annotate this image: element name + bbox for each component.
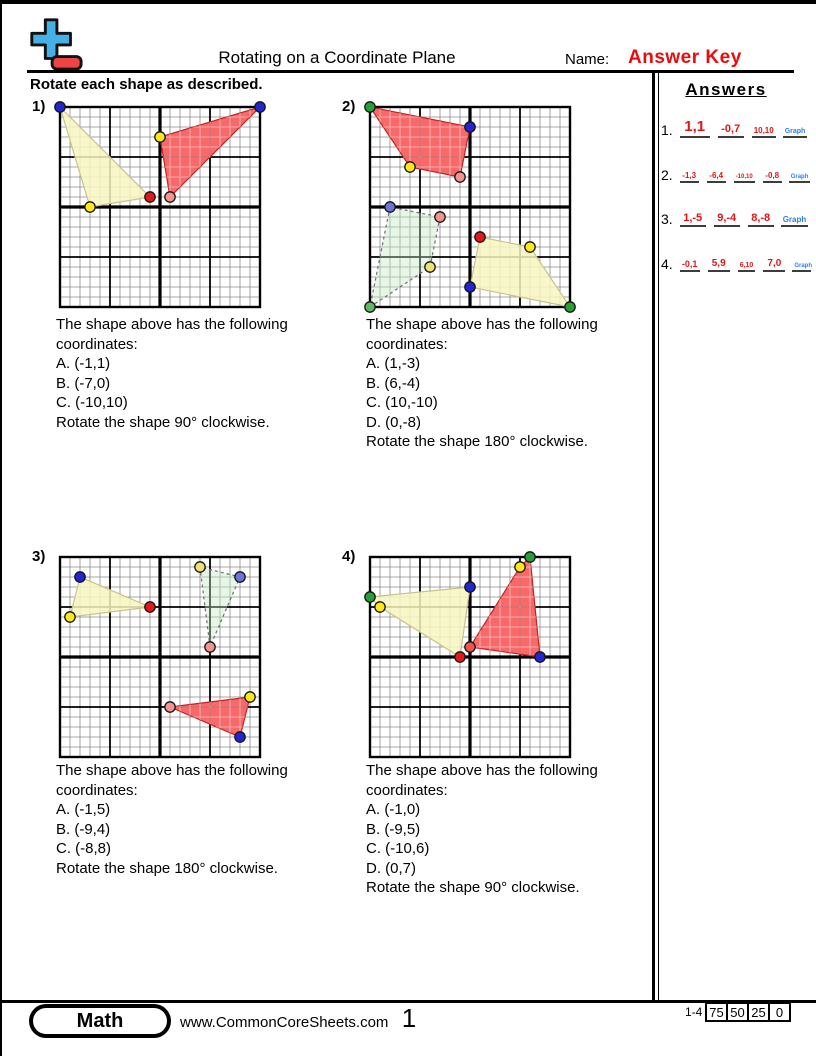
graph-link[interactable]: Graph bbox=[792, 263, 811, 272]
answer-blank: 10,10 bbox=[752, 126, 776, 138]
vertex-dot bbox=[165, 702, 175, 712]
answer-values bbox=[680, 212, 774, 227]
vertex-dot bbox=[235, 572, 245, 582]
vertex-dot bbox=[465, 582, 475, 592]
coordinate-line: C. (-10,10) bbox=[56, 394, 128, 411]
coordinate-line: B. (-9,5) bbox=[366, 820, 421, 838]
rotation-instruction: Rotate the shape 180° clockwise. bbox=[56, 859, 278, 877]
vertex-dot bbox=[455, 172, 465, 182]
answer-row-1 bbox=[661, 118, 811, 138]
problem-1 bbox=[30, 96, 340, 536]
score-box: 75 bbox=[705, 1002, 728, 1022]
vertex-dot bbox=[205, 642, 215, 652]
vertex-dot bbox=[465, 282, 475, 292]
vertex-dot bbox=[255, 102, 265, 112]
coordinate-line: D. (0,-8) bbox=[366, 413, 422, 431]
coordinate-grid-4 bbox=[367, 554, 573, 760]
vertex-dot bbox=[365, 302, 375, 312]
coordinate-line: A. (1,-3) bbox=[366, 355, 421, 372]
vertex-dot bbox=[435, 212, 445, 222]
vertex-dot bbox=[145, 602, 155, 612]
vertex-dot bbox=[235, 732, 245, 742]
vertex-dot bbox=[475, 232, 485, 242]
answers-title: Answers bbox=[685, 80, 767, 99]
answers-separator-line bbox=[652, 71, 655, 1001]
answer-blank: 5,9 bbox=[708, 258, 730, 272]
question-number: 4) bbox=[342, 548, 356, 565]
rotation-instruction: Rotate the shape 180° clockwise. bbox=[366, 433, 588, 450]
vertex-dot bbox=[535, 652, 545, 662]
problem-2 bbox=[340, 96, 650, 536]
commoncoresheets-logo-icon bbox=[26, 14, 84, 72]
answer-row-2 bbox=[661, 167, 811, 183]
answer-blank: 1,-5 bbox=[680, 212, 706, 227]
vertex-dot bbox=[525, 242, 535, 252]
answer-blank: -10,10 bbox=[734, 174, 755, 183]
vertex-dot bbox=[465, 122, 475, 132]
vertex-dot bbox=[155, 132, 165, 142]
vertex-dot bbox=[75, 572, 85, 582]
answer-number: 1. bbox=[661, 122, 673, 138]
vertex-dot bbox=[565, 302, 575, 312]
answer-values bbox=[680, 171, 782, 183]
vertex-dot bbox=[85, 202, 95, 212]
vertex-dot bbox=[65, 612, 75, 622]
coordinate-grid-2 bbox=[367, 104, 573, 310]
vertex-dot bbox=[465, 642, 475, 652]
vertex-dot bbox=[365, 592, 375, 602]
answer-key-value: Answer Key bbox=[628, 47, 742, 68]
vertex-dot bbox=[245, 692, 255, 702]
answer-number: 4. bbox=[661, 256, 673, 272]
vertex-dot bbox=[145, 192, 155, 202]
vertex-dot bbox=[405, 162, 415, 172]
score-box: 25 bbox=[747, 1002, 770, 1022]
answer-blank: 9,-4 bbox=[714, 212, 740, 227]
vertex-dot bbox=[525, 552, 535, 562]
question-number: 2) bbox=[342, 98, 356, 115]
score-box: 50 bbox=[726, 1002, 749, 1022]
coordinate-line: A. (-1,5) bbox=[56, 801, 111, 818]
graph-link[interactable]: Graph bbox=[783, 128, 808, 138]
worksheet-instruction: Rotate each shape as described. bbox=[30, 76, 263, 93]
score-table bbox=[707, 1002, 791, 1022]
answers-separator-line-thin bbox=[658, 71, 659, 1001]
problem-3 bbox=[30, 546, 340, 986]
answer-blank: -0,7 bbox=[718, 123, 744, 138]
vertex-dot bbox=[375, 602, 385, 612]
vertex-dot bbox=[455, 652, 465, 662]
coordinate-line: C. (-8,8) bbox=[56, 840, 112, 857]
vertex-dot bbox=[55, 102, 65, 112]
page-title: Rotating on a Coordinate Plane bbox=[218, 48, 456, 67]
problem-range-label: 1-4 bbox=[685, 1005, 703, 1019]
answer-number: 2. bbox=[661, 167, 673, 183]
rotation-instruction: Rotate the shape 90° clockwise. bbox=[366, 879, 580, 896]
answer-blank: -6,4 bbox=[707, 171, 726, 183]
vertex-dot bbox=[365, 102, 375, 112]
problem-description: The shape above has the following coordinates: bbox=[56, 762, 288, 799]
problem-4 bbox=[340, 546, 650, 986]
header-divider bbox=[27, 70, 794, 73]
coordinate-line: C. (-10,6) bbox=[366, 840, 430, 857]
coordinate-list bbox=[366, 800, 666, 878]
question-number: 3) bbox=[32, 548, 46, 565]
website-text: www.CommonCoreSheets.com bbox=[180, 1014, 389, 1031]
coordinate-grid-3 bbox=[57, 554, 263, 760]
answer-blank: 1,1 bbox=[680, 118, 710, 138]
coordinate-grid-1 bbox=[57, 104, 263, 310]
math-badge-label: Math bbox=[33, 1008, 167, 1034]
coordinate-line: C. (10,-10) bbox=[366, 394, 438, 411]
graph-link[interactable]: Graph bbox=[781, 215, 809, 227]
answer-row-4 bbox=[661, 256, 811, 272]
answer-row-3 bbox=[661, 211, 811, 227]
coordinate-line: B. (6,-4) bbox=[366, 374, 421, 392]
answer-blank: -1,3 bbox=[680, 171, 699, 183]
answer-blank: -0,1 bbox=[680, 259, 700, 272]
answer-blank: 7,0 bbox=[763, 258, 785, 272]
page-number: 1 bbox=[401, 1003, 417, 1033]
answer-blank: 8,-8 bbox=[748, 212, 774, 227]
answer-blank: -0,8 bbox=[763, 171, 782, 183]
answer-number: 3. bbox=[661, 211, 673, 227]
vertex-dot bbox=[165, 192, 175, 202]
answer-values bbox=[680, 258, 786, 272]
coordinate-list bbox=[56, 800, 356, 859]
coordinate-line: D. (0,7) bbox=[366, 859, 417, 877]
score-box: 0 bbox=[768, 1002, 791, 1022]
vertex-dot bbox=[515, 562, 525, 572]
coordinate-line: B. (-9,4) bbox=[56, 820, 111, 838]
answer-blank: 6,10 bbox=[738, 262, 756, 272]
name-label: Name: bbox=[565, 51, 610, 68]
coordinate-line: B. (-7,0) bbox=[56, 374, 111, 392]
coordinate-list bbox=[56, 354, 356, 413]
vertex-dot bbox=[385, 202, 395, 212]
rotation-instruction: Rotate the shape 90° clockwise. bbox=[56, 413, 270, 431]
problem-description: The shape above has the following coordinates: bbox=[56, 316, 288, 353]
problem-description: The shape above has the following coordinates: bbox=[366, 762, 598, 799]
coordinate-line: A. (-1,0) bbox=[366, 801, 421, 818]
question-number: 1) bbox=[32, 98, 46, 115]
graph-link[interactable]: Graph bbox=[789, 174, 811, 183]
answer-values bbox=[680, 118, 776, 138]
coordinate-list bbox=[366, 354, 666, 432]
coordinate-line: A. (-1,1) bbox=[56, 355, 111, 372]
vertex-dot bbox=[195, 562, 205, 572]
vertex-dot bbox=[425, 262, 435, 272]
problem-description: The shape above has the following coordinates: bbox=[366, 316, 598, 353]
